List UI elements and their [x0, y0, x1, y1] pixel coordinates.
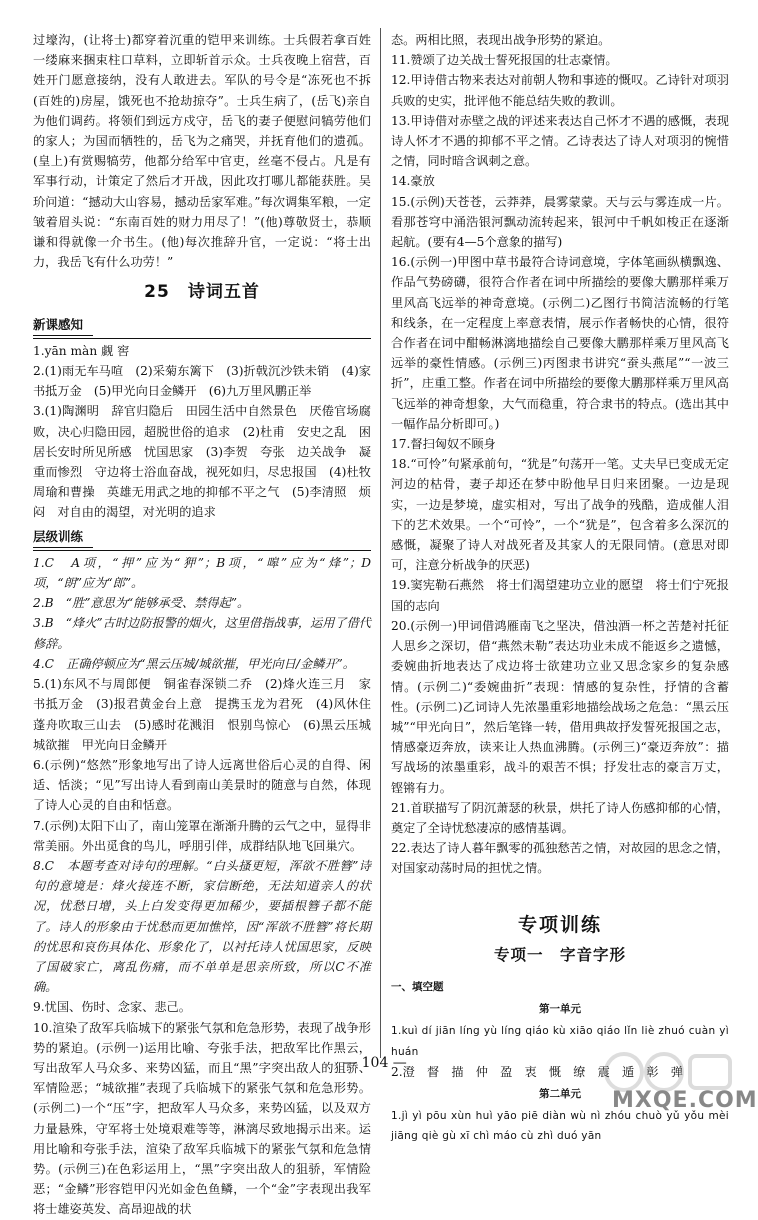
answer-item: 6.(示例)“悠然”形象地写出了诗人远离世俗后心灵的自得、闲适、恬淡；“见”写出诗人看到南山美景时的随意与自然，体现了诗人心灵的自由和恬意。	[33, 757, 371, 813]
answer-item: 18.“可怜”句紧承前句，“犹是”句荡开一笔。丈夫早已变成无定河边的枯骨，妻子却还在梦中盼他早日归来团聚。一边是现实，一边是梦境，虚实相对，写出了战争的残酷，造成催人泪下的艺术效果。一个“可怜”，一个“犹是”，包含着多么深沉的感慨，凝聚了诗人对战死者及其家人的无限同情。(意思对即可，注意分析战争的厌恶)	[391, 457, 729, 573]
pinyin-answer: 1.kuì dí jiān líng yù líng qiáo kù xiāo qiáo lǐn liè zhuó cuàn yì huán	[391, 1025, 729, 1058]
special-training-title: 专项训练	[517, 913, 602, 936]
answer-item: 14.豪放	[391, 174, 435, 189]
answer-item: 2.B “胜”意思为“能够承受、禁得起”。	[33, 596, 250, 611]
answer-item: 19.窦宪勒石燕然 将士们渴望建功立业的愿望 将士们宁死报国的志向	[391, 578, 729, 613]
answer-item: 3.B “烽火”古时边防报警的烟火，这里借指战事，运用了借代修辞。	[33, 616, 371, 651]
answer-item: 10.渲染了敌军兵临城下的紧张气氛和危急形势，表现了战争形势的紧迫。(示例一)运用比喻、夸张手法，把敌军比作黑云，写出敌军人马众多、来势凶猛，而且“黑”字突出敌人的狙骄、军情险恶；“城欲摧”表现了兵临城下的紧张气氛和危急形势。(示例二)一个“压”字，把敌军人马众多，来势凶猛，以及双方力量悬殊，守军将士处境艰难等等，淋漓尽致地揭示出来。运用比喻和夸张手法，渲染了敌军兵临城下的紧张气氛和危急情势。(示例三)在色彩运用上，“黑”字突出敌人的狙骄，军情险恶；“金鳞”形容铠甲闪光如金色鱼鳞，一个“金”字表现出我军将士雄姿英发、高昂迎战的状	[33, 1020, 371, 1217]
xinke-heading: 新课感知	[33, 315, 93, 336]
answer-item: 17.督扫匈奴不顾身	[391, 437, 496, 452]
answer-item: 3.(1)陶渊明 辞官归隐后 田园生活中自然景色 厌倦官场腐败，决心归隐田园，超脱世俗的追求 (2)杜甫 安史之乱 困居长安时所见所感 忧国思家 (3)李贺 夸张 边关战争 凝重而惨烈 守边将士浴血奋战，视死如归，尽忠报国 (4)杜牧 周瑜和曹操 英雄无用武之地的抑郁不平之气 (5)李清照 烦闷 对自由的渴望，对光明的追求	[33, 404, 384, 520]
answer-item: 16.(示例一)甲图中草书最符合诗词意境，字体笔画纵横飘逸、作品气势磅礴，很符合作者在词中所描绘的要像大鹏那样乘万里风高飞远举的神奇意境。(示例二)乙图行书简洁流畅的行笔和线条，在一定程度上率意表情，展示作者畅快的心情，很符合作者在词中酣畅淋漓地描绘自己要像大鹏那样乘万里风高飞远举的豪性情感。(示例三)丙图隶书讲究“蚕头燕尾”“一波三折”，庄重工整。作者在词中所描绘的要像大鹏那样乘万里风高飞远举的神奇想象，大气而稳重，符合隶书的特点。(选出其中一幅作品分析即可。)	[391, 255, 729, 431]
answer-item: 5.(1)东风不与周郎便 铜雀春深锁二乔 (2)烽火连三月 家书抵万金 (3)报君黄金台上意 提携玉龙为君死 (4)风休住 蓬舟吹取三山去 (5)感时花溅泪 恨别鸟惊心 (6)黑云压城城欲摧 甲光向日金鳞开	[33, 677, 384, 752]
watermark-text: MXQE.COM	[612, 1088, 758, 1113]
translation-continuation: 过壕沟，(让将士)都穿着沉重的铠甲来训练。士兵假若拿百姓一缕麻来捆束柱口草料，立即斩首示众。士兵夜晚上宿营，百姓开门愿意接纳，没有人敢进去。军队的号令是“冻死也不拆(百姓的)房屋，饿死也不抢劫掠夺”。士兵生病了，(岳飞)亲自为他们调药。将领们到远方戍守，岳飞的妻子便慰问犒劳他们的家人；为国而牺牲的，岳飞为之痛哭，并抚育他们的遗孤。(皇上)有赏赐犒劳，他都分给军中官吏，丝毫不侵占。凡是有军事行动，计策定了然后才开战，因此攻打哪儿都能获胜。吴玠问道：“撼动大山容易，撼动岳家军难。”每次调集军粮，一定皱着眉头说：“东南百姓的财力用尽了！”(他)尊敬贤士，恭顺谦和得就像一介书生。(他)每次推辞升官，一定说：“将士出力，我岳飞有什么功劳！”	[33, 33, 371, 270]
xinke-section-header	[33, 311, 371, 339]
answer-item: 22.表达了诗人暮年飘零的孤独愁苦之情，对故园的思念之情，对国家动荡时局的担忧之情。	[391, 841, 729, 876]
fill-blank-heading: 一、填空题	[391, 980, 444, 993]
column-divider	[380, 28, 381, 1058]
answer-item: 1.C A项，“押”应为“狎”；B项，“嗥”应为“烽”；D项，“朗”应为“郎”。	[33, 555, 371, 591]
answer-item: 13.甲诗借对赤壁之战的评述来表达自己怀才不遇的感慨，表现诗人怀才不遇的抑郁不平之情。乙诗表达了诗人对项羽的惋惜之情，同时暗含讽刺之意。	[391, 113, 729, 169]
special-subtitle: 专项一 字音字形	[493, 945, 626, 964]
answer-item: 8.C 本题考查对诗句的理解。“白头搔更短，浑欲不胜簪”诗句的意境是：烽火接连不断，家信断绝，无法知道亲人的状况，忧愁日增，头上白发变得更加稀少，要插根簪子都不能了。诗人的形象由于忧愁而更加憔悴，因“浑欲不胜簪”将长期的忧思和哀伤具体化、形象化了，以衬托诗人忧国思家，反映了国破家亡，离乱伤痛，而不单单是思亲所致，所以C不准确。	[33, 858, 371, 995]
answer-item: 7.(示例)太阳下山了，南山笼罩在渐渐升腾的云气之中，显得非常美丽。外出觅食的鸟儿，呼朋引伴，成群结队地飞回巢穴。	[33, 818, 372, 853]
unit-heading: 第二单元	[539, 1087, 581, 1100]
answer-item: 11.赞颂了边关战士誓死报国的壮志豪情。	[391, 53, 618, 68]
character-answer: 2.澄 督 描 仲 盈 衷 慨 缭 震 遁 彰 弹	[391, 1064, 683, 1079]
answer-item: 21.首联描写了阴沉萧瑟的秋景，烘托了诗人伤感抑郁的心情，奠定了全诗忧愁凄凉的感情基调。	[391, 800, 729, 835]
answer-item: 1.yān màn 觑 窖	[33, 343, 130, 358]
right-column	[391, 30, 729, 1147]
pinyin-answer: 1.jì yì pōu xùn huì yāo piē diàn wù nì zhóu chuò yǔ yǒu mèi jiāng qiè gù xī chì máo cù zhì duó yān	[391, 1110, 729, 1143]
answer-continuation: 态。两相比照，表现出战争形势的紧迫。	[391, 33, 611, 47]
answer-item: 9.忧国、伤时、念家、悲己。	[33, 1000, 191, 1015]
cengji-section-header	[33, 523, 371, 551]
unit-heading: 第一单元	[539, 1003, 581, 1016]
cengji-heading: 层级训练	[33, 527, 93, 548]
answer-item: 2.(1)雨无车马喧 (2)采菊东篱下 (3)折戟沉沙铁未销 (4)家书抵万金 (5)甲光向日金鳞开 (6)九万里风鹏正举	[33, 364, 371, 399]
answer-item: 12.甲诗借古物来表达对前朝人物和事迹的慨叹。乙诗针对项羽兵败的史实，批评他不能总结失败的教训。	[391, 73, 729, 108]
answer-item: 20.(示例一)甲词借鸿雁南飞之坚决，借浊酒一杯之苦楚衬托征人思乡之深切，借“燕然未勒”表达功业未成不能返乡之遗憾，委婉曲折地表达了戍边将士欲建功立业又思念家乡的复杂感情。(示例二)“委婉曲折”表现：情感的复杂性，抒情的含蓄性。(示例二)乙词诗人先浓墨重彩地描绘战场之危急：“黑云压城”“甲光向日”，然后笔锋一转，借用典故抒发誓死报国之志，情感豪迈奔放，读来让人热血沸腾。(示例三)“豪迈奔放”：描写战场的浓墨重彩，战斗的艰苦不惧；抒发壮志的豪言万丈，铿锵有力。	[391, 618, 729, 795]
answer-item: 4.C 正确停顿应为“黑云压城/城欲摧，甲光向日/金鳞开”。	[33, 656, 355, 671]
answer-item: 15.(示例)天苍苍，云莽莽，晨雾蒙蒙。天与云与雾连成一片。看那苍穹中涌浩银河飘动流转起来，银河中千帆如梭正在逐渐起航。(要有4—5个意象的描写)	[391, 194, 729, 250]
lesson-title: 25 诗词五首	[144, 282, 260, 303]
page-number: — 104 —	[343, 1055, 407, 1071]
